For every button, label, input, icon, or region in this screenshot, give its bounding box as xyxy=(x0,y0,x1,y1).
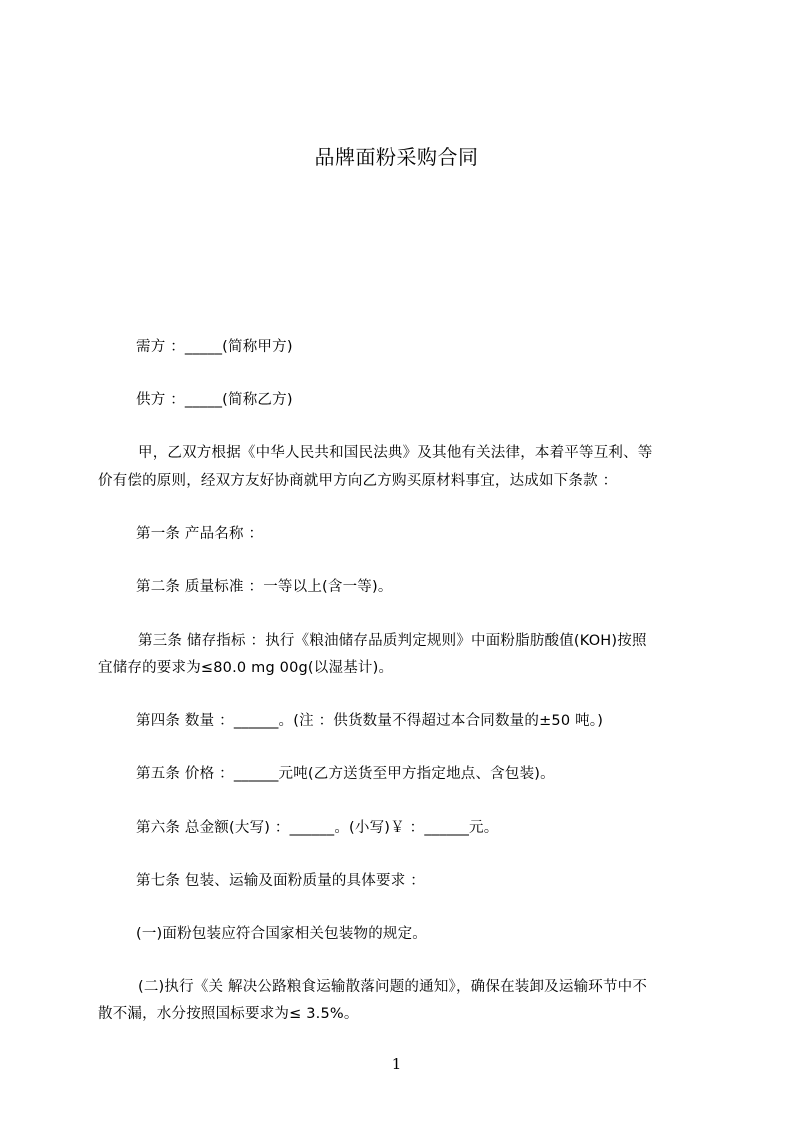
page-number: 1 xyxy=(391,1055,402,1073)
article-5: 第五条 价格 ：______元吨(乙方送货至甲方指定地点、含包装)。 xyxy=(136,766,555,782)
preamble-line-2: 价有偿的原则，经双方友好协商就甲方向乙方购买原材料事宜，达成如下条款 ： xyxy=(98,473,618,489)
article-7-item-1: (一)面粉包装应符合国家相关包装物的规定。 xyxy=(136,926,428,942)
buyer-line: 需方 ：_____(简称甲方) xyxy=(136,339,293,355)
article-3-line-2: 宜储存的要求为≤80.0 mg 00g(以湿基计)。 xyxy=(98,660,394,676)
article-2: 第二条 质量标准 ：一等以上(含一等)。 xyxy=(136,579,393,595)
article-1: 第一条 产品名称 ： xyxy=(136,526,264,542)
contract-title: 品牌面粉采购合同 xyxy=(314,145,479,169)
seller-line: 供方 ：_____(简称乙方) xyxy=(136,392,293,408)
article-7-item-2-line-2: 散不漏，水分按照国标要求为≤ 3.5%。 xyxy=(98,1006,359,1022)
article-7-item-2-line-1: (二)执行《关 解决公路粮食运输散落问题的通知》，确保在装卸及运输环节中不 xyxy=(138,979,648,995)
article-7: 第七条 包装、运输及面粉质量的具体要求 ： xyxy=(136,873,425,889)
preamble-line-1: 甲，乙双方根据《中华人民共和国民法典》及其他有关法律，本着平等互利、等 xyxy=(138,445,653,461)
article-4: 第四条 数量 ：______。(注 ：供货数量不得超过本合同数量的±50 吨。) xyxy=(136,713,604,729)
article-6: 第六条 总金额(大写) ：______。(小写)￥ ：______元。 xyxy=(136,820,499,836)
article-3-line-1: 第三条 储存指标 ：执行《粮油储存品质判定规则》中面粉脂肪酸值(KOH)按照 xyxy=(138,633,647,649)
